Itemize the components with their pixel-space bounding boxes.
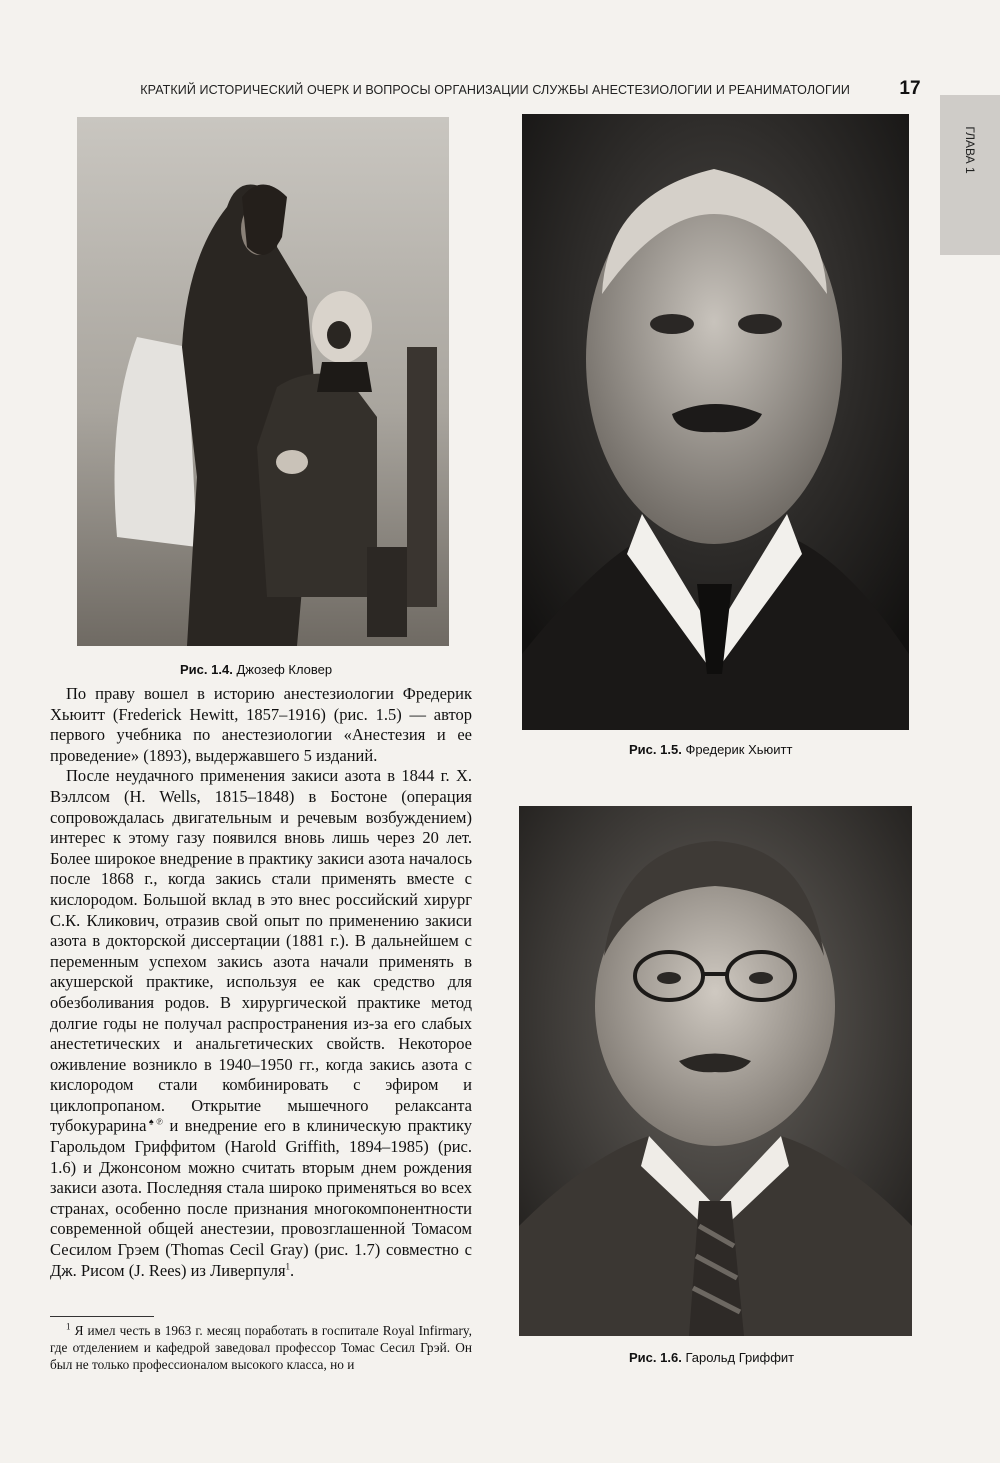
figure-1-6-number: Рис. 1.6. bbox=[629, 1350, 682, 1365]
body-text bbox=[50, 684, 472, 1281]
figure-1-5-photo bbox=[522, 114, 909, 730]
footnote-reference[interactable]: 1 bbox=[285, 1261, 291, 1272]
footnote bbox=[50, 1322, 472, 1373]
figure-1-6-caption bbox=[629, 1350, 794, 1365]
figure-1-6-photo bbox=[519, 806, 912, 1336]
paragraph-text-cont: и внедрение его в клиническую практику Гарольдом Гриффитом (Harold Griffith, 1894–1985) (рис. 1.6) и Джонсоном можно считать вторым днем рождения закиси азота. Последняя стала широко применяться во всех странах, особенно после признания многокомпонентности современной общей анестезии, провозглашенной Томасом Сесилом Грэем (Thomas Cecil Gray) (рис. 1.7) совместно с Дж. Рисом (J. Rees) из Ливерпуля bbox=[50, 1116, 472, 1280]
footnote-text: Я имел честь в 1963 г. месяц поработать в госпитале Royal Infirmary, где отделением и кафедрой заведовал профессор Томас Сесил Грэй. Он был не только профессионалом высокого класса, но и bbox=[50, 1323, 472, 1372]
figure-1-6-title: Гарольд Гриффит bbox=[685, 1350, 795, 1365]
griffith-portrait-image bbox=[519, 806, 912, 1336]
page-number: 17 bbox=[899, 78, 921, 99]
figure-1-4-caption bbox=[180, 662, 332, 677]
running-head: КРАТКИЙ ИСТОРИЧЕСКИЙ ОЧЕРК И ВОПРОСЫ ОРГАНИЗАЦИИ СЛУЖБЫ АНЕСТЕЗИОЛОГИИ И РЕАНИМАТОЛОГИИ bbox=[140, 83, 850, 97]
chapter-tab-label: ГЛАВА 1 bbox=[963, 126, 977, 174]
figure-1-5-number: Рис. 1.5. bbox=[629, 742, 682, 757]
figure-1-4-number: Рис. 1.4. bbox=[180, 662, 233, 677]
footnote-divider bbox=[50, 1316, 154, 1317]
paragraph-end: . bbox=[290, 1260, 295, 1280]
paragraph-text: После неудачного применения закиси азота в 1844 г. Х. Вэллсом (H. Wells, 1815–1848) в Бостоне (операция сопровождалась двигательным и речевым возбуждением) интерес к этому газу появился вновь лишь через 20 лет. Более широкое внедрение в практику закиси азота началось после 1868 г., когда закись стали применять вместе с кислородом. Большой вклад в это внес российский хирург С.К. Кликович, отразив свой опыт по применению закиси азота в докторской диссертации (1881 г.). В дальнейшем с переменным успехом закись азота начали применять в акушерской практике, используя ее как средство для обезболивания родов. В хирургической практике метод долгие годы не получал распространения из-за его слабых анестетических и анальгетических свойств. Некоторое оживление возникло в 1940–1950 гг., когда закись азота с кислородом стали комбинировать с эфиром и циклопропаном. Открытие мышечного релаксанта тубокурарина bbox=[50, 766, 472, 1136]
figure-1-4-title: Джозеф Кловер bbox=[236, 662, 333, 677]
figure-1-5-title: Фредерик Хьюитт bbox=[685, 742, 793, 757]
hewitt-portrait-image bbox=[522, 114, 909, 730]
chapter-tab bbox=[940, 95, 1000, 255]
footnote-number: 1 bbox=[66, 1321, 71, 1332]
paragraph-nitrous-oxide bbox=[50, 766, 472, 1281]
clover-demonstration-image bbox=[77, 117, 449, 646]
figure-1-5-caption bbox=[629, 742, 792, 757]
drug-registry-mark: ♠℗ bbox=[146, 1116, 163, 1127]
figure-1-4-photo bbox=[77, 117, 449, 646]
paragraph-hewitt: По праву вошел в историю анестезиологии Фредерик Хьюитт (Frederick Hewitt, 1857–1916) (рис. 1.5) — автор первого учебника по анестезиологии «Анестезия и ее проведение» (1893), выдержавшего 5 изданий. bbox=[50, 684, 472, 765]
